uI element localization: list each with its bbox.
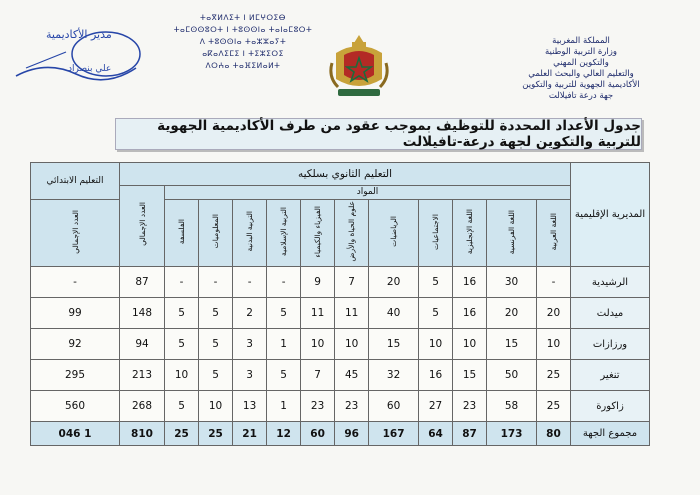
subject-header <box>487 200 537 267</box>
subject-header <box>165 200 199 267</box>
subject-cell: 11 <box>301 298 335 329</box>
subject-cell: 58 <box>487 391 537 422</box>
subject-label: الفيزياء والكيمياء <box>313 205 323 258</box>
subject-header <box>301 200 335 267</box>
subject-cell: 5 <box>199 298 233 329</box>
subject-cell: 1 <box>267 329 301 360</box>
subject-cell: 32 <box>369 360 419 391</box>
subject-cell: 5 <box>419 267 453 298</box>
subject-header <box>453 200 487 267</box>
subject-cell: 23 <box>453 391 487 422</box>
subject-cell: 5 <box>165 329 199 360</box>
header-line: الأكاديمية الجهوية للتربية والتكوين <box>522 80 640 90</box>
row-primary-total: - <box>31 267 120 298</box>
subject-cell: - <box>267 267 301 298</box>
row-secondary-total: 87 <box>120 267 165 298</box>
subject-cell: 5 <box>165 298 199 329</box>
total-cell: 25 <box>165 422 199 446</box>
subject-cell: - <box>233 267 267 298</box>
subject-cell: 16 <box>453 267 487 298</box>
subject-header <box>233 200 267 267</box>
subject-cell: 15 <box>369 329 419 360</box>
header-line: ⵜⴰⴳⵍⴷⵉⵜ ⵏ ⵍⵎⵖⵔⵉⴱ <box>200 13 286 22</box>
table-row <box>31 298 650 329</box>
header-line: جهة درعة تافيلالت <box>548 91 614 101</box>
header-tifinagh-block <box>158 12 328 72</box>
subject-cell: 20 <box>369 267 419 298</box>
table-row <box>31 391 650 422</box>
subject-cell: 16 <box>419 360 453 391</box>
subject-cell: 60 <box>369 391 419 422</box>
subject-label: اللغة العربية <box>548 212 558 251</box>
document-title-text: جدول الأعداد المحددة للتوظيف بموجب عقود من طرف الأكاديمية الجهوية للتربية والتكوين لجهة درعة-تافيلالت <box>157 118 641 150</box>
subject-cell: 7 <box>301 360 335 391</box>
row-direction-name: ورزازات <box>571 329 650 360</box>
row-secondary-total: 148 <box>120 298 165 329</box>
subject-cell: 10 <box>453 329 487 360</box>
subject-cell: 11 <box>335 298 369 329</box>
row-primary-total: 560 <box>31 391 120 422</box>
row-primary-total: 92 <box>31 329 120 360</box>
subject-header <box>419 200 453 267</box>
table-row <box>31 267 650 298</box>
subject-cell: - <box>536 267 570 298</box>
subject-cell: 25 <box>536 360 570 391</box>
row-direction-name: زاكورة <box>571 391 650 422</box>
totals-row <box>31 422 650 446</box>
moroccan-coat-of-arms-icon <box>328 33 390 99</box>
subject-cell: - <box>165 267 199 298</box>
subject-cell: 5 <box>199 360 233 391</box>
header-line: والتكوين المهني <box>553 58 609 68</box>
total-cell: 60 <box>301 422 335 446</box>
total-cell: 12 <box>267 422 301 446</box>
subject-cell: 7 <box>335 267 369 298</box>
subject-cell: 2 <box>233 298 267 329</box>
total-primary-cell: 1 046 <box>31 422 120 446</box>
row-direction-name: تنغير <box>571 360 650 391</box>
header-arabic-block <box>506 36 656 102</box>
subject-header <box>369 200 419 267</box>
header-line: المملكة المغربية <box>552 36 610 46</box>
subject-cell: 27 <box>419 391 453 422</box>
subject-cell: 5 <box>165 391 199 422</box>
subject-label: الرياضيات <box>389 216 399 248</box>
col-secondary-total <box>120 185 165 266</box>
subject-header <box>335 200 369 267</box>
table-body <box>31 267 650 422</box>
subject-cell: 10 <box>419 329 453 360</box>
subject-label: التربية البدنية <box>245 211 255 252</box>
subject-label: التربية الإسلامية <box>279 207 289 257</box>
total-cell: 173 <box>487 422 537 446</box>
subject-header <box>536 200 570 267</box>
subject-label: اللغة الفرنسية <box>507 209 517 254</box>
subject-cell: 3 <box>233 329 267 360</box>
subject-cell: - <box>199 267 233 298</box>
totals-label: مجموع الجهة <box>571 422 650 446</box>
subject-cell: 15 <box>487 329 537 360</box>
header-line: ⴰⴽⴰⴷⵉⵎⵉ ⵏ ⵜⵉⵣⵉⵔⵉ <box>202 49 284 58</box>
col-subjects: المواد <box>165 185 571 199</box>
total-secondary-cell: 810 <box>120 422 165 446</box>
header-line: ⴷ ⵜⵓⵙⵙⵏⴰ ⵜⴰⵣⵣⴰⵢⵜ <box>199 37 287 46</box>
total-cell: 25 <box>199 422 233 446</box>
subject-cell: 9 <box>301 267 335 298</box>
total-cell: 167 <box>369 422 419 446</box>
col-direction: المديرية الإقليمية <box>571 163 650 267</box>
col-primary-total <box>31 200 120 267</box>
subject-cell: 13 <box>233 391 267 422</box>
subject-cell: 30 <box>487 267 537 298</box>
table-row <box>31 360 650 391</box>
subject-cell: 5 <box>267 298 301 329</box>
subject-label: الاجتماعيات <box>431 213 441 250</box>
total-cell: 80 <box>536 422 570 446</box>
subject-cell: 16 <box>453 298 487 329</box>
row-direction-name: ميدلت <box>571 298 650 329</box>
subject-cell: 45 <box>335 360 369 391</box>
subject-cell: 10 <box>301 329 335 360</box>
subject-header <box>267 200 301 267</box>
subject-label: الفلسفة <box>177 219 187 245</box>
subject-cell: 1 <box>267 391 301 422</box>
subject-cell: 40 <box>369 298 419 329</box>
col-primary-total-label: العدد الإجمالي <box>70 209 80 254</box>
row-secondary-total: 213 <box>120 360 165 391</box>
subject-label: المعلوميات <box>211 214 221 249</box>
subject-cell: 15 <box>453 360 487 391</box>
total-cell: 96 <box>335 422 369 446</box>
subject-cell: 10 <box>165 360 199 391</box>
subject-cell: 10 <box>335 329 369 360</box>
subject-cell: 5 <box>267 360 301 391</box>
header-line: ⵜⴰⵎⵙⵙⵓⵔⵜ ⵏ ⵜⵓⵙⵙⵏⴰ ⵜⴰⵏⴰⵎⵓⵔⵜ <box>173 25 313 34</box>
subject-cell: 20 <box>487 298 537 329</box>
subject-label: اللغة الإنجليزية <box>465 209 475 255</box>
document-title <box>115 118 642 150</box>
col-secondary: التعليم الثانوي بسلكيه <box>120 163 571 186</box>
row-direction-name: الرشيدية <box>571 267 650 298</box>
subject-cell: 10 <box>199 391 233 422</box>
subject-cell: 20 <box>536 298 570 329</box>
row-primary-total: 99 <box>31 298 120 329</box>
subject-cell: 3 <box>233 360 267 391</box>
table-row <box>31 329 650 360</box>
subject-header <box>199 200 233 267</box>
header-line: ⴷⵔⵄⴰ ⵜⴰⴼⵉⵍⴰⵍⵜ <box>205 61 281 70</box>
total-cell: 21 <box>233 422 267 446</box>
subject-cell: 23 <box>335 391 369 422</box>
subject-cell: 23 <box>301 391 335 422</box>
total-cell: 87 <box>453 422 487 446</box>
subject-cell: 25 <box>536 391 570 422</box>
subject-label: علوم الحياة والأرض <box>347 201 357 262</box>
row-secondary-total: 94 <box>120 329 165 360</box>
recruitment-table <box>30 162 650 446</box>
col-secondary-total-label: العدد الإجمالي <box>137 202 147 247</box>
header-line: والتعليم العالي والبحث العلمي <box>528 69 634 79</box>
stamp-title: مدير الأكاديمية <box>46 28 112 41</box>
subject-cell: 5 <box>419 298 453 329</box>
director-stamp <box>6 22 156 82</box>
col-primary: التعليم الابتدائي <box>31 163 120 200</box>
stamp-signature: علي بنصراد <box>68 64 112 74</box>
row-secondary-total: 268 <box>120 391 165 422</box>
total-cell: 64 <box>419 422 453 446</box>
subject-cell: 50 <box>487 360 537 391</box>
subject-cell: 10 <box>536 329 570 360</box>
subject-cell: 5 <box>199 329 233 360</box>
header-line: وزارة التربية الوطنية <box>544 47 618 57</box>
row-primary-total: 295 <box>31 360 120 391</box>
